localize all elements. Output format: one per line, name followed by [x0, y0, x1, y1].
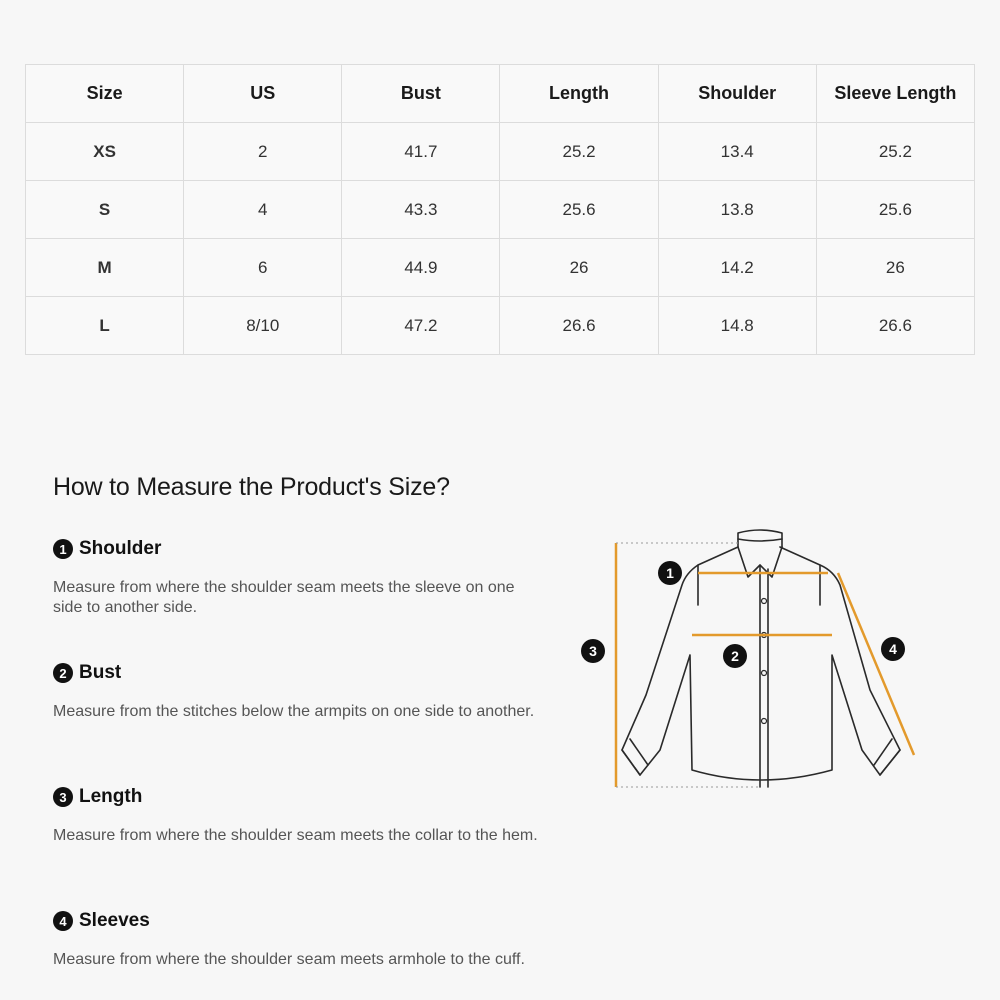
number-badge-icon: 4 [53, 911, 73, 931]
measure-item-label: Sleeves [79, 910, 150, 931]
svg-text:1: 1 [666, 565, 674, 581]
measure-item-description: Measure from where the shoulder seam meets armhole to the cuff. [53, 951, 525, 968]
measure-section-title: How to Measure the Product's Size? [53, 473, 450, 501]
measure-item-sleeves [53, 910, 543, 970]
sleeve-length-cell: 25.6 [816, 181, 974, 239]
number-badge-icon: 1 [53, 539, 73, 559]
header-bust: Bust [342, 65, 500, 123]
length-cell: 26.6 [500, 297, 658, 355]
measure-item-label: Bust [79, 662, 122, 683]
shoulder-cell: 14.2 [658, 239, 816, 297]
shirt-measurement-diagram [570, 525, 950, 815]
sleeve-length-cell: 26 [816, 239, 974, 297]
us-cell: 8/10 [184, 297, 342, 355]
size-cell: M [26, 239, 184, 297]
bust-cell: 44.9 [342, 239, 500, 297]
number-badge-icon: 2 [53, 663, 73, 683]
sleeve-length-cell: 26.6 [816, 297, 974, 355]
length-cell: 25.2 [500, 123, 658, 181]
header-length: Length [500, 65, 658, 123]
sleeve-length-cell: 25.2 [816, 123, 974, 181]
us-cell: 6 [184, 239, 342, 297]
marker-4-icon [881, 637, 905, 661]
header-us: US [184, 65, 342, 123]
us-cell: 2 [184, 123, 342, 181]
table-row [26, 239, 975, 297]
measure-item-bust [53, 662, 543, 722]
size-cell: S [26, 181, 184, 239]
shoulder-cell: 13.4 [658, 123, 816, 181]
svg-text:2: 2 [731, 648, 739, 664]
header-size: Size [26, 65, 184, 123]
measure-item-heading [53, 786, 543, 808]
number-badge-icon: 3 [53, 787, 73, 807]
measure-item-label: Length [79, 786, 143, 807]
shoulder-cell: 14.8 [658, 297, 816, 355]
marker-2-icon [723, 644, 747, 668]
bust-cell: 43.3 [342, 181, 500, 239]
measure-item-label: Shoulder [79, 538, 162, 559]
shoulder-cell: 13.8 [658, 181, 816, 239]
svg-text:3: 3 [589, 643, 597, 659]
size-cell: L [26, 297, 184, 355]
measure-item-heading [53, 662, 543, 684]
shirt-icon [570, 525, 950, 815]
svg-text:4: 4 [889, 641, 897, 657]
size-chart-table [25, 64, 975, 355]
length-cell: 26 [500, 239, 658, 297]
measure-item-description: Measure from where the shoulder seam meets the collar to the hem. [53, 827, 538, 844]
table-row [26, 123, 975, 181]
size-cell: XS [26, 123, 184, 181]
table-row [26, 297, 975, 355]
measure-item-shoulder [53, 538, 543, 618]
table-row [26, 181, 975, 239]
measure-item-heading [53, 538, 543, 560]
length-cell: 25.6 [500, 181, 658, 239]
us-cell: 4 [184, 181, 342, 239]
header-shoulder: Shoulder [658, 65, 816, 123]
header-sleeve-length: Sleeve Length [816, 65, 974, 123]
bust-cell: 41.7 [342, 123, 500, 181]
bust-cell: 47.2 [342, 297, 500, 355]
measure-item-description: Measure from the stitches below the armpits on one side to another. [53, 703, 535, 720]
measure-item-description: Measure from where the shoulder seam meets the sleeve on one side to another side. [53, 579, 515, 616]
marker-3-icon [581, 639, 605, 663]
measure-item-heading [53, 910, 543, 932]
measure-item-length [53, 786, 543, 846]
marker-1-icon [658, 561, 682, 585]
table-header-row [26, 65, 975, 123]
